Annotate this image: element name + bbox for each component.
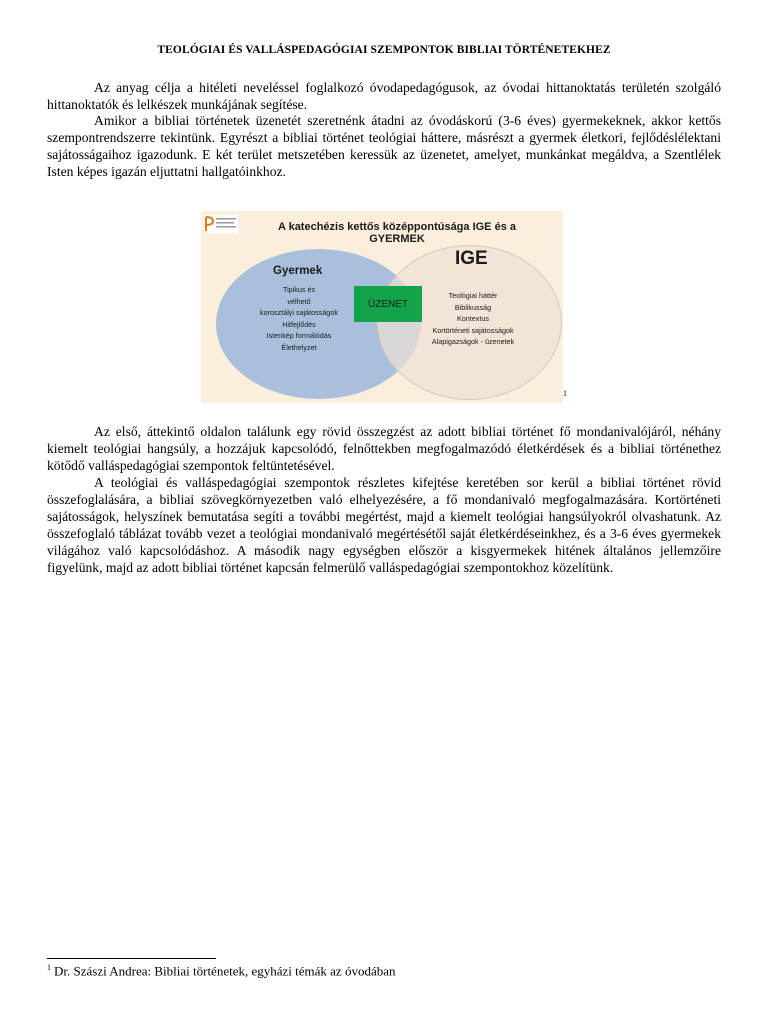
list-item: Istenkép formálódás bbox=[266, 331, 332, 340]
katechezis-diagram bbox=[201, 211, 563, 403]
diagram-title bbox=[257, 221, 537, 245]
paragraph-overview bbox=[47, 423, 721, 474]
gyermek-list bbox=[239, 284, 359, 353]
diagram-title-line: A katechézis kettős középpontúsága IGE és a bbox=[277, 221, 516, 233]
paragraph-details bbox=[47, 474, 721, 576]
paragraph-text: Amikor a bibliai történetek üzenetét szeretnénk átadni az óvodáskorú (3-6 éves) gyermekeknek, akkor kettős szempontrendszerre tekintünk. Egyrészt a bibliai történet teológiai háttere, másrészt a gyermek életkori, fejlődéslélektani sajátosságaihoz igazodunk. E két terület metszetében keressük az üzenetet, amelyet, munkánkat megáldva, a Szentlélek Isten képes igazán eljuttatni hallgatóinkhoz. bbox=[47, 113, 721, 179]
list-item: Teológiai háttér bbox=[448, 291, 498, 300]
uzenet-box: ÜZENET bbox=[354, 286, 422, 322]
paragraph-intro bbox=[47, 79, 721, 113]
list-item: vélhető bbox=[287, 296, 311, 306]
footnote-number: 1 bbox=[47, 963, 51, 972]
document-title: TEOLÓGIAI ÉS VALLÁSPEDAGÓGIAI SZEMPONTOK BIBLIAI TÖRTÉNETEKHEZ bbox=[157, 44, 611, 56]
ige-list bbox=[413, 290, 533, 348]
gyermek-label: Gyermek bbox=[273, 265, 323, 277]
list-item: Kortörténeti sajátosságok bbox=[432, 325, 514, 335]
footnote bbox=[47, 963, 396, 979]
list-item: Élethelyzet bbox=[281, 342, 317, 352]
footnote-separator bbox=[47, 958, 216, 959]
paragraph-text: Az anyag célja a hitéleti neveléssel foglalkozó óvodapedagógusok, az óvodai hittanoktatás területén szolgáló hittanoktatók és lelkészek munkájának segítése. bbox=[47, 80, 721, 112]
figure-footnote-ref: 1 bbox=[563, 389, 567, 398]
list-item: Biblikusság bbox=[454, 302, 492, 312]
footnote-text: Dr. Szászi Andrea: Bibliai történetek, egyházi témák az óvodában bbox=[54, 963, 396, 979]
paragraph-text: A teológiai és valláspedagógiai szempontok részletes kifejtése keretében sor kerül a bibliai történet rövid összefoglalására, a bibliai szövegkörnyezetben való elhelyezésére, a fő mondanivaló megfogalmazására. Kortörténeti sajátosságok, helyszínek bemutatása segíti a további megértést, majd a kiemelt teológiai hangsúlyokról olvashatunk. Az összefoglaló táblázat tovább vezet a teológiai mondanivaló megértésétől saját életkérdéseinkhez, és a 3-6 éves gyermekek világához való kapcsolódáshoz. A második nagy egységben először a kisgyermekek hitének általános jellemzőire figyelünk, majd az adott bibliai történet kapcsán felmerülő valláspedagógiai szempontokhoz közelítünk. bbox=[47, 475, 721, 575]
ige-label: IGE bbox=[455, 248, 488, 269]
list-item: Tipikus és bbox=[282, 285, 316, 294]
list-item: Kontextus bbox=[457, 314, 489, 323]
list-item: Alapigazságok - üzenetek bbox=[431, 337, 515, 346]
paragraph-text: Az első, áttekintő oldalon találunk egy rövid összegzést az adott bibliai történet fő mondanivalójáról, néhány kiemelt teológiai hangsúly, a hozzájuk kapcsolódó, felnőttekben megfogalmazódó életkérdések és a bibliai történethez kötődő valláspedagógiai szempontok feltüntetésével. bbox=[47, 424, 721, 473]
paragraph-approach bbox=[47, 112, 721, 180]
institution-logo-icon bbox=[204, 215, 238, 233]
diagram-title-line: GYERMEK bbox=[369, 233, 425, 245]
list-item: korosztályi sajátosságok bbox=[260, 308, 338, 317]
list-item: Hitfejlődés bbox=[282, 319, 316, 329]
